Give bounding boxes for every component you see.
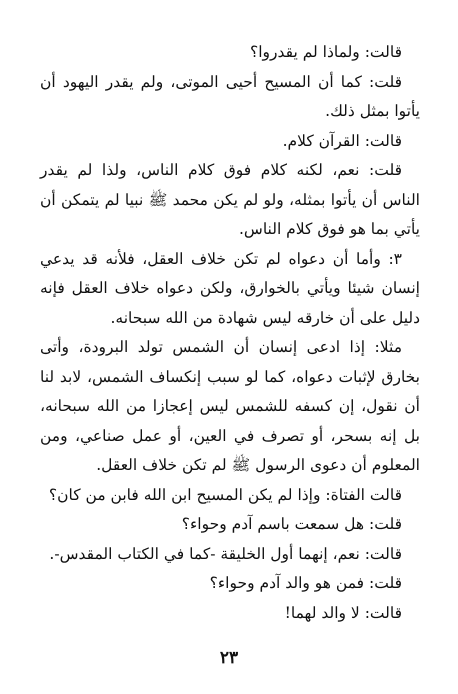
paragraph-quran-speech: قالت: القرآن كلام. xyxy=(282,131,402,150)
paragraph-example-sun: مثلا: إذا ادعى إنسان أن الشمس تولد البرودة، وأتى بخارق لإثبات دعواه، كما لو سبب إنكساف الشمس، لابد لنا أن نقول، إن كسفه للشمس ليس إعجازا من الله سبحانه، بل إنه بسحر، أو تصرف في العين، أو عمل صناعي، ومن المعلوم أن دعوى الرسول ﷺ لم تكن خلاف العقل. xyxy=(40,338,420,474)
paragraph-first-creation: قالت: نعم، إنهما أول الخليقة -كما في الكتاب المقدس-. xyxy=(49,544,402,563)
paragraph-girl-question: قالت الفتاة: وإذا لم يكن المسيح ابن الله فابن من كان؟ xyxy=(48,485,402,504)
paragraph-adam-eve-question: قلت: هل سمعت باسم آدم وحواء؟ xyxy=(181,515,402,533)
paragraph-no-father: قالت: لا والد لهما! xyxy=(284,603,402,622)
page-number: ٢٣ xyxy=(219,648,239,668)
paragraph-above-human-speech: قلت: نعم، لكنه كلام فوق كلام الناس، ولذا لم يقدر الناس أن يأتوا بمثله، ولو لم يكن محمد ﷺ نبيا لم يتمكن أن يأتي بما هو فوق كلام الناس. xyxy=(40,161,420,238)
paragraph-messiah-example: قلت: كما أن المسيح أحيى الموتى، ولم يقدر اليهود أن يأتوا بمثل ذلك. xyxy=(40,72,420,120)
paragraph-point-three: ٣: وأما أن دعواه لم تكن خلاف العقل، فلأنه قد يدعي إنسان شيئا ويأتي بالخوارق، ولكن دعواه خلاف العقل فإنه دليل على أن خارقه ليس شهادة من الله سبحانه. xyxy=(40,249,420,327)
paragraph-father-question: قلت: فمن هو والد آدم وحواء؟ xyxy=(209,574,402,592)
body-text xyxy=(40,38,420,628)
paragraph-question-why: قالت: ولماذا لم يقدروا؟ xyxy=(249,43,402,61)
